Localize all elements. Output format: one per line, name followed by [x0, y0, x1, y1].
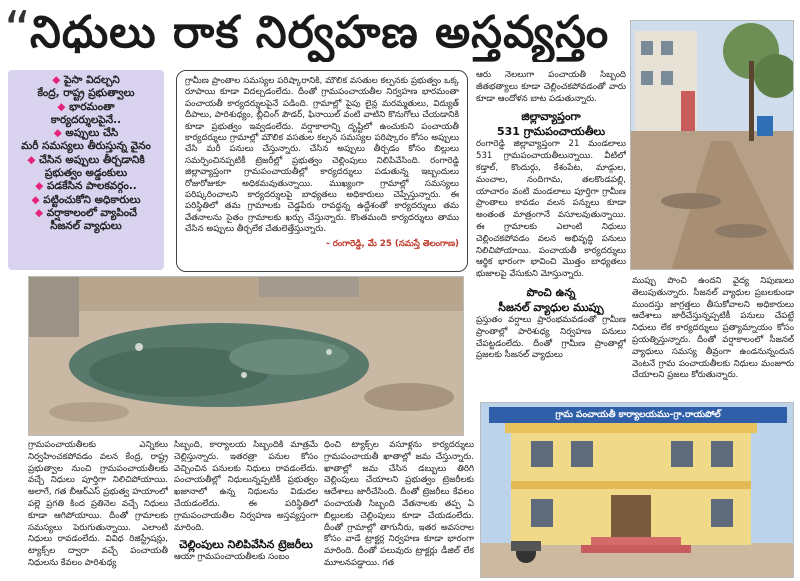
- lead-box: [176, 70, 468, 272]
- column-bottom-1-text: గ్రామపంచాయతీలకు ఎన్నికలు నిర్వహించకపోవడం వలన కేంద్ర, రాష్ట్ర ప్రభుత్వాల నుంచి గ్రామపంచాయతీలకు వచ్చే నిధులు పూర్తిగా నిలిచిపోయాయి. అలాగే, గత బీఆర్ఎస్ ప్రభుత్వ హయాంలో పల్లె ప్రగతి కింద ప్రతినెల వచ్చే నిధులు కూడా ఆగిపోయాయి. దీంతో గ్రామాలకు సమస్యలు పెరుగుతున్నాయి. ఎలాంటి నిధులు రావడంలేదు. వివిధ రిజిస్ట్రేషన్లు, ట్యాక్స్‌ల ద్వారా వచ్చే పంచాయతీ నిధులను కేవలం పారిశుధ్య: [28, 440, 168, 568]
- highlight-5: ◆ పడకేసిన పాలకవర్గం..: [35, 180, 137, 193]
- subhead-district: జిల్లావ్యాప్తంగా: [521, 110, 581, 124]
- highlight-7-cont: సీజనల్ వ్యాధులు: [50, 220, 122, 233]
- highlight-7: ◆ వర్షాకాలంలో వ్యాపించే: [34, 206, 138, 219]
- column-bottom-3: [324, 440, 474, 580]
- column-middle-body: రంగారెడ్డి జిల్లావ్యాప్తంగా 21 మండలాలు 531 గ్రామపంచాయతీలున్నాయి. వీటిలో కడ్తాల్, కొందుర్గు, కేశంపేట, మాడ్గుల, మంచాల, నందిగామ, తలకొండపల్లి, యాచారం వంటి మండలాలు పూర్తిగా గ్రామీణ ప్రాంతాలు కావడం వలన పన్నులు కూడా అంతంత మాత్రంగానే వసూలవుతున్నాయి. ఈ గ్రామాలకు ఎలాంటి నిధులు చెల్లించకపోవడం వలన అభివృద్ధి పనులు నిలిచిపోయాయి. పంచాయతీ కార్యదర్శులు ఆర్థిక భారంగా భావించి మొత్తం బాధ్యతలు భుజాలపై వేసుకుని మోస్తున్నారు.: [476, 139, 626, 280]
- building-sign: గ్రామ పంచాయతీ కార్యాలయము-గ్రా.రాయపోల్: [489, 407, 787, 423]
- quote-mark: “: [4, 1, 31, 61]
- column-right-text: ముప్పు పొంచి ఉందని వైద్య నిపుణులు తెలుపుతున్నారు. సీజనల్ వ్యాధుల ప్రబలకుండా ముందస్తు జాగ్రత్తలు తీసుకోవాలని అధికారులు ఆదేశాలు జారీచేస్తున్నప్పటికీ పనులు చేపట్టే నిధులు లేక కార్యదర్శులు ప్రత్యామ్నాయం కోసం ప్రయత్నిస్తున్నారు. దీంతో వర్షాకాలంలో సీజనల్ వ్యాధులు సమస్య తీవ్రంగా ఉండనున్నందున వెంటనే గ్రామ పంచాయతీలకు నిధులు మంజూరు చేయాలని ప్రజలు కోరుతున్నారు.: [632, 276, 794, 381]
- column-middle: [476, 70, 626, 400]
- bullet-icon: ◆: [34, 206, 47, 219]
- column-bottom-1: [28, 440, 168, 580]
- bullet-icon: ◆: [35, 180, 47, 193]
- highlight-6: ◆ పట్టించుకోని అధికారులు: [31, 193, 141, 206]
- highlight-3-cont: మరీ సమస్యలు తీరుస్తున్న వైనం: [21, 140, 151, 153]
- highlight-3: ◆ అప్పులు చేసి: [53, 127, 119, 140]
- bullet-icon: ◆: [53, 127, 66, 140]
- highlight-2: ◆ భారమంతా: [57, 100, 115, 113]
- subhead-district-count: 531 గ్రామపంచాయతీలు: [496, 125, 606, 139]
- panchayat-office-illustration: [481, 403, 794, 578]
- highlight-4: ◆ చేసిన అప్పులు తీర్చడానికి: [27, 153, 145, 166]
- bullet-icon: ◆: [27, 153, 40, 166]
- lead-text: గ్రామీణ ప్రాంతాల సమస్యల పరిష్కారానికి, మౌలిక వసతుల కల్పనకు ప్రభుత్వం ఒక్క రూపాయి కూడా విదల్చడంలేదు. దీంతో గ్రామపంచాయతీల నిర్వహణ భారమంతా పంచాయతీ కార్యదర్శులపైనే పడింది. గ్రామాల్లో పైపు లైన్ల మరమ్మతులు, విద్యుత్ దీపాలు, పారిశుధ్యం, బ్లీచింగ్ పౌడర్, ఫినాయిల్ వంటి వాటిని కొనుగోలు చేయడానికి కూడా ప్రభుత్వం ఇవ్వడంలేదు. వర్షాకాలాన్ని దృష్టిలో ఉంచుకుని పంచాయతీ కార్యదర్శులు గ్రామాల్లో మౌలిక వసతుల కల్పన సమస్యల పరిష్కారం కోసం అప్పులు చేసి మరీ పనులు చేస్తున్నారు. చేసిన అప్పులు తీర్చడం కోసం బిల్లులు సమర్పించినప్పటికీ ట్రెజరీల్లో ప్రభుత్వం చెల్లింపులు నిలిపివేసింది. రంగారెడ్డి జిల్లావ్యాప్తంగా గ్రామపంచాయతీల్లో కార్యదర్శులు పడుతున్న ఇబ్బందులు రోజురోజుకూ అధికమవుతున్నాయి. ముఖ్యంగా గ్రామాల్లో సమస్యలు పరిష్కరించాలని కార్యదర్శులపై బాధ్యతలు అధికారులు చెప్పేస్తున్నారు. ఈ పరిస్థితిలో తమ గ్రామాలకు చెడ్డపేరు రావద్దన్న ఉద్దేశంతో కార్యదర్శులు తమ వేతనాలను సైతం గ్రామాలకు ఖర్చు చేస్తున్నారు. కొంతమంది కార్యదర్శులు తాము చేసిన అప్పులు తీర్చలేక చేతులెత్తేస్తున్నారు.: [185, 76, 459, 235]
- column-bottom-2-text: సిబ్బంది, కార్యాలయ సిబ్బందికి మాత్రమే చెల్లిస్తున్నారు. ఇతరత్రా పనుల కోసం వెచ్చించిన పనులకు నిధులు రావడంలేదు. పంచాయతీల్లో నిధులున్నప్పటికీ ప్రభుత్వం ఖజానాలో ఉన్న నిధులను విడుదల చేయడంలేదు. ఈ పరిస్థితిలో గ్రామపంచాయతీల నిర్వహణ అస్తవ్యస్తంగా మారింది.: [174, 440, 318, 533]
- headline: నిధులు రాక నిర్వహణ అస్తవ్యస్తం: [30, 7, 610, 58]
- highlight-2-cont: కార్యదర్శులపైనే..: [50, 113, 122, 126]
- column-bottom-2: [174, 440, 318, 580]
- column-bottom-3-text: ధించి ట్యాక్స్‌ల వసూళ్లను కార్యదర్శులు గ్రామపంచాయతీ ఖాతాల్లో జమ చేస్తున్నారు. ఖాతాల్లో జమ చేసిన డబ్బులు తిరిగి చెల్లింపులు చేయాలని ప్రభుత్వం ట్రెజరీలకు ఆదేశాలు జారీచేసింది. దీంతో ట్రెజరీలు కేవలం పంచాయతీ సిబ్బంది వేతనాలకు తప్ప ఏ బిల్లులకు చెల్లింపులు కూడా చేయడంలేదు. దీంతో గ్రామాల్లో తాగునీరు, ఇతర అవసరాల కోసం వాడే ట్రాక్టర్ల నిర్వహణ కూడా భారంగా మారింది. దీంతో పలువురు ట్రాక్టర్లు డీజిల్ లేక మూలనపడ్డాయి. గత: [324, 440, 474, 568]
- photo-panchayat-office: [480, 402, 794, 578]
- column-right: [632, 276, 794, 396]
- village-lane-illustration: [631, 21, 794, 270]
- photo-village-lane: [630, 20, 794, 270]
- photo-stagnant-water: [28, 276, 464, 436]
- column-middle-top: ఆరు నెలలుగా పంచాయతీ సిబ్బంది జీతభత్యాలు కూడా చెల్లించకపోవడంతో వారు కూడా ఆందోళన బాట పడుతున్నారు.: [476, 70, 626, 104]
- dateline: - రంగారెడ్డి, మే 25 (నమస్తే తెలంగాణ): [326, 238, 459, 249]
- bullet-icon: ◆: [57, 100, 70, 113]
- subhead-seasonal-2: సీజనల్ వ్యాధుల ముప్పు: [498, 300, 604, 314]
- bullet-icon: ◆: [52, 74, 65, 86]
- column-bottom-2-tail: ఆయా గ్రామపంచాయతీలకు సంబం: [174, 552, 290, 563]
- bullet-icon: ◆: [31, 193, 44, 206]
- highlight-1-cont: కేంద్ర, రాష్ట్ర ప్రభుత్వాలు: [37, 87, 135, 100]
- stagnant-water-illustration: [29, 277, 464, 436]
- highlight-4-cont: ప్రభుత్వం అడ్డంకులు: [44, 167, 128, 180]
- subhead-treasury: చెల్లింపులు నిలిపివేసిన ట్రెజరీలు: [179, 538, 313, 552]
- column-middle-seasonal: ప్రస్తుతం వర్షాలు ప్రారంభమవడంతో గ్రామీణ ప్రాంతాల్లో పారిశుధ్య నిర్వహణ పనులు చేపట్టడంలేదు. దీంతో గ్రామీణ ప్రాంతాల్లో ప్రజలకు సీజనల్ వ్యాధులు: [476, 314, 626, 361]
- highlight-1: ◆ పైసా విదల్చని: [52, 74, 120, 86]
- subhead-seasonal: పొంచి ఉన్న: [526, 285, 576, 299]
- highlights-box: [8, 70, 164, 270]
